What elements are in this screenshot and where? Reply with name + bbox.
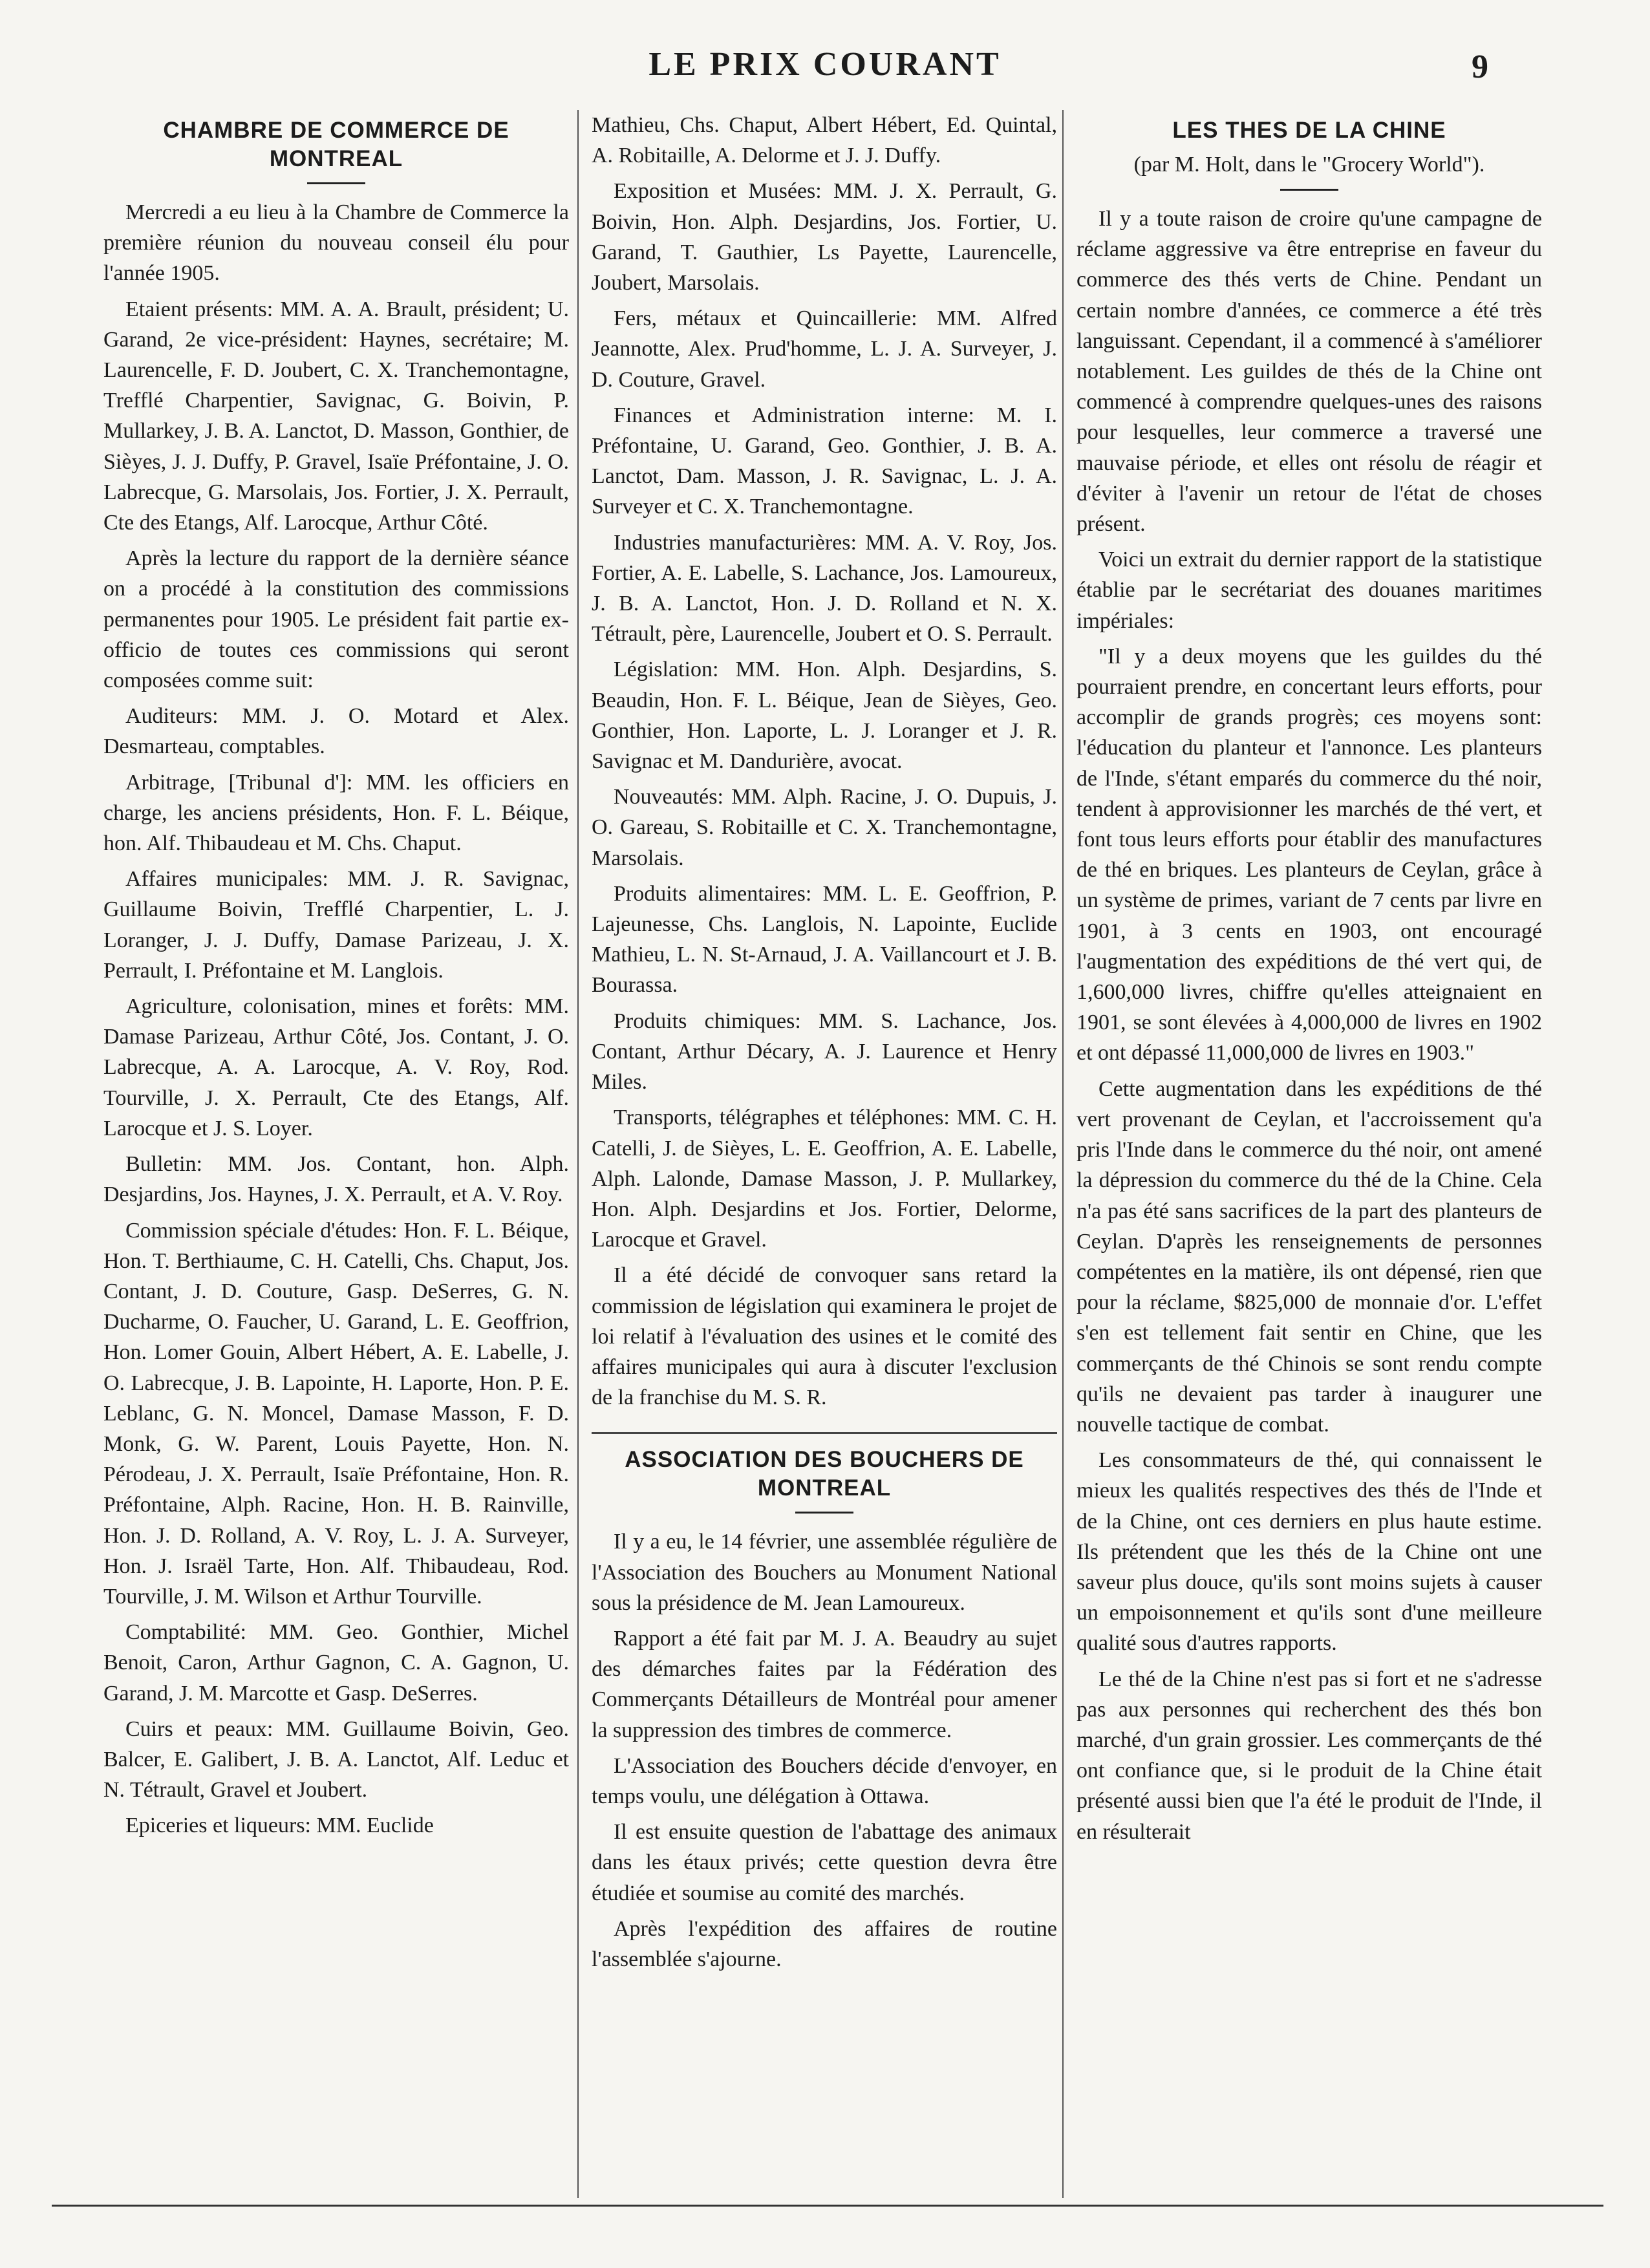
page-number: 9 bbox=[1472, 48, 1488, 85]
paragraph: Il y a toute raison de croire qu'une campagne de réclame aggressive va être entreprise en faveur du commerce des thés verts de Chine. Pendant un certain nombre d'années, ce commerce a été très languissant. Cependant, il a commencé à s'améliorer notablement. Les guildes de thés de la Chine ont commencé à comprendre quelques-unes des raisons pour lesquelles, leur commerce a traversé une mauvaise période, et elles ont résolu de réagir et d'éviter à l'avenir un retour de l'état de choses présent. bbox=[1077, 207, 1542, 537]
masthead bbox=[0, 45, 1650, 97]
paragraph: Affaires municipales: MM. J. R. Savignac, Guillaume Boivin, Trefflé Charpentier, L. J. Loranger, J. J. Duffy, Damase Parizeau, J. X. Perrault, I. Préfontaine et M. Langlois. bbox=[103, 867, 569, 983]
paragraph: Rapport a été fait par M. J. A. Beaudry au sujet des démarches faites par la Fédération des Commerçants Détailleurs de Montréal pour amener la suppression des timbres de commerce. bbox=[592, 1626, 1057, 1742]
heading-rule bbox=[795, 1512, 853, 1514]
paragraph: Législation: MM. Hon. Alph. Desjardins, S. Beaudin, Hon. F. L. Béique, Jean de Sièyes, Geo. Gonthier, Hon. Laporte, L. J. Loranger et J. R. Savignac et M. Dandurière, avocat. bbox=[592, 658, 1057, 774]
paragraph: Il y a eu, le 14 février, une assemblée régulière de l'Association des Bouchers au Monument National sous la présidence de M. Jean Lamoureux. bbox=[592, 1530, 1057, 1615]
paragraph: Les consommateurs de thé, qui connaissent le mieux les qualités respectives des thés de l'Inde et de la Chine, ont ces derniers en plus haute estime. Ils prétendent que les thés de la Chine ont une saveur plus douce, qu'ils sont moins sujets à causer un empoisonnement et qu'ils sont d'une meilleure qualité sous d'autres rapports. bbox=[1077, 1448, 1542, 1656]
article-body bbox=[1077, 204, 1542, 1847]
paragraph: Comptabilité: MM. Geo. Gonthier, Michel Benoit, Caron, Arthur Gagnon, C. A. Gagnon, U. Garand, J. M. Marcotte et Gasp. DeSerres. bbox=[103, 1620, 569, 1706]
column-middle bbox=[592, 110, 1057, 2198]
paragraph: Mercredi a eu lieu à la Chambre de Commerce la première réunion du nouveau conseil élu pour l'année 1905. bbox=[103, 200, 569, 286]
paragraph: Exposition et Musées: MM. J. X. Perrault, G. Boivin, Hon. Alph. Desjardins, Jos. Fortier, U. Garand, T. Gauthier, Ls Payette, Laurencelle, Joubert, Marsolais. bbox=[592, 179, 1057, 295]
paragraph: Il a été décidé de convoquer sans retard la commission de législation qui examinera le projet de loi relatif à l'évaluation des usines et le comité des affaires municipales qui aura à discuter l'exclusion de la franchise du M. S. R. bbox=[592, 1263, 1057, 1410]
article-body-continued bbox=[592, 110, 1057, 1413]
running-title: LE PRIX COURANT bbox=[648, 46, 1002, 83]
column-divider bbox=[577, 110, 579, 2198]
paragraph: Mathieu, Chs. Chaput, Albert Hébert, Ed. Quintal, A. Robitaille, A. Delorme et J. J. Duffy. bbox=[592, 113, 1057, 168]
article-heading-thes-de-la-chine: LES THES DE LA CHINE bbox=[1172, 118, 1446, 143]
paragraph: Voici un extrait du dernier rapport de la statistique établie par le secrétariat des douanes maritimes impériales: bbox=[1077, 548, 1542, 633]
column-left bbox=[103, 110, 569, 2198]
paragraph: "Il y a deux moyens que les guildes du thé pourraient prendre, en concertant leurs efforts, pour accomplir de grands progrès; ces moyens sont: l'éducation du planteur et l'annonce. Les planteurs de l'Inde, s'étant emparés du commerce du thé noir, tendent à approvisionner les marchés de thé vert, et font tous leurs efforts pour établir des manufactures de thé en briques. Les planteurs de Ceylan, grâce à un système de primes, variant de 7 cents par livre en 1901, à 3 cents en 1903, ont encouragé l'augmentation des expéditions de thé vert qui, de 1,600,000 livres, chiffre qu'elles atteignaient en 1901, se sont élevées à 4,000,000 de livres en 1902 et ont dépassé 11,000,000 de livres en 1903." bbox=[1077, 644, 1542, 1065]
heading-rule bbox=[1280, 189, 1338, 191]
paragraph: Produits alimentaires: MM. L. E. Geoffrion, P. Lajeunesse, Chs. Langlois, N. Lapointe, Euclide Mathieu, L. N. St-Arnaud, J. A. Vaillancourt et J. B. Bourassa. bbox=[592, 881, 1057, 998]
article-byline: (par M. Holt, dans le "Grocery World"). bbox=[1133, 153, 1485, 177]
article-body bbox=[103, 197, 569, 1841]
article-body bbox=[592, 1526, 1057, 1974]
article-heading-bouchers: ASSOCIATION DES BOUCHERS DE MONTREAL bbox=[625, 1447, 1024, 1501]
paragraph: Le thé de la Chine n'est pas si fort et ne s'adresse pas aux personnes qui recherchent des thés bon marché, d'un grain grossier. Les commerçants de thé ont confiance que, si le produit de la Chine était présenté aussi bien que l'a été le produit de l'Inde, il en résulterait bbox=[1077, 1667, 1542, 1844]
paragraph: Produits chimiques: MM. S. Lachance, Jos. Contant, Arthur Décary, A. J. Laurence et Henry Miles. bbox=[592, 1009, 1057, 1095]
paragraph: Finances et Administration interne: M. I. Préfontaine, U. Garand, Geo. Gonthier, J. B. A. Lanctot, Dam. Masson, J. R. Savignac, L. J. A. Surveyer et C. X. Tranchemontagne. bbox=[592, 403, 1057, 519]
paragraph: Auditeurs: MM. J. O. Motard et Alex. Desmarteau, comptables. bbox=[103, 704, 569, 759]
paragraph: Agriculture, colonisation, mines et forêts: MM. Damase Parizeau, Arthur Côté, Jos. Contant, J. O. Labrecque, A. A. Larocque, A. V. Roy, Rod. Tourville, J. X. Perrault, Cte des Etangs, Alf. Larocque et J. S. Loyer. bbox=[103, 994, 569, 1140]
page-bottom-rule bbox=[52, 2205, 1603, 2207]
paragraph: Il est ensuite question de l'abattage des animaux dans les étaux privés; cette question devra être étudiée et soumise au comité des marchés. bbox=[592, 1820, 1057, 1905]
paragraph: Arbitrage, [Tribunal d']: MM. les officiers en charge, les anciens présidents, Hon. F. L. Béique, hon. Alf. Thibaudeau et M. Chs. Chaput. bbox=[103, 770, 569, 856]
paragraph: Transports, télégraphes et téléphones: MM. C. H. Catelli, J. de Sièyes, L. E. Geoffrion, A. E. Labelle, Alph. Lalonde, Damase Masson, J. P. Mullarkey, Hon. Alph. Desjardins et Jos. Fortier, Delorme, Larocque et Gravel. bbox=[592, 1106, 1057, 1252]
heading-rule bbox=[307, 182, 365, 184]
column-divider bbox=[1062, 110, 1064, 2198]
paragraph: Industries manufacturières: MM. A. V. Roy, Jos. Fortier, A. E. Labelle, S. Lachance, Jos. Lamoureux, J. B. A. Lanctot, Hon. J. D. Rolland et N. X. Tétrault, père, Laurencelle, Joubert et O. S. Perrault. bbox=[592, 530, 1057, 647]
paragraph: Nouveautés: MM. Alph. Racine, J. O. Dupuis, J. O. Gareau, S. Robitaille et C. X. Tranchemontagne, Marsolais. bbox=[592, 785, 1057, 870]
paragraph: Après la lecture du rapport de la dernière séance on a procédé à la constitution des commissions permanentes pour 1905. Le président fait partie ex-officio de toutes ces commissions qui seront composées comme suit: bbox=[103, 546, 569, 693]
paragraph: Après l'expédition des affaires de routine l'assemblée s'ajourne. bbox=[592, 1916, 1057, 1971]
paragraph: Commission spéciale d'études: Hon. F. L. Béique, Hon. T. Berthiaume, C. H. Catelli, Chs. Chaput, Jos. Contant, J. D. Couture, Gasp. DeSerres, G. N. Ducharme, O. Faucher, U. Garand, L. E. Geoffrion, Hon. Lomer Gouin, Albert Hébert, A. E. Labelle, J. O. Labrecque, J. B. Lapointe, H. Laporte, Hon. P. E. Leblanc, G. N. Moncel, Damase Masson, F. D. Monk, G. W. Parent, Louis Payette, Hon. N. Pérodeau, J. X. Perrault, Isaïe Préfontaine, Hon. R. Préfontaine, Alph. Racine, Hon. H. B. Rainville, Hon. J. D. Rolland, A. V. Roy, L. J. A. Surveyer, Hon. J. Israël Tarte, Hon. Alf. Thibaudeau, Rod. Tourville, J. M. Wilson et Arthur Tourville. bbox=[103, 1218, 569, 1609]
section-rule bbox=[592, 1432, 1057, 1434]
paragraph: Cette augmentation dans les expéditions de thé vert provenant de Ceylan, et l'accroissement qu'a pris l'Inde dans le commerce du thé noir, ont amené la dépression du commerce du thé de la Chine. Cela n'a pas été sans sacrifices de la part des planteurs de Ceylan. D'après les renseignements de personnes compétentes en la matière, ils ont dépensé, rien que pour la réclame, $825,000 de monnaie d'or. L'effet s'en est tellement fait sentir en Chine, que les commerçants de thé Chinois se sont rendu compte qu'ils ne devaient pas tarder à inaugurer une nouvelle tactique de combat. bbox=[1077, 1076, 1542, 1437]
paragraph: Bulletin: MM. Jos. Contant, hon. Alph. Desjardins, Jos. Haynes, J. X. Perrault, et A. V. Roy. bbox=[103, 1152, 569, 1207]
article-heading-chambre-de-commerce: CHAMBRE DE COMMERCE DE MONTREAL bbox=[163, 118, 509, 171]
paragraph: Fers, métaux et Quincaillerie: MM. Alfred Jeannotte, Alex. Prud'homme, L. J. A. Surveyer, J. D. Couture, Gravel. bbox=[592, 306, 1057, 392]
paragraph: Epiceries et liqueurs: MM. Euclide bbox=[125, 1813, 434, 1838]
paragraph: Cuirs et peaux: MM. Guillaume Boivin, Geo. Balcer, E. Galibert, J. B. A. Lanctot, Alf. Leduc et N. Tétrault, Gravel et Joubert. bbox=[103, 1717, 569, 1803]
column-right bbox=[1077, 110, 1542, 2198]
paragraph: Etaient présents: MM. A. A. Brault, président; U. Garand, 2e vice-président: Haynes, secrétaire; M. Laurencelle, F. D. Joubert, C. X. Tranchemontagne, Trefflé Charpentier, Savignac, G. Boivin, P. Mullarkey, J. B. A. Lanctot, D. Masson, Gonthier, de Sièyes, J. J. Duffy, P. Gravel, Isaïe Préfontaine, J. O. Labrecque, G. Marsolais, Jos. Fortier, J. X. Perrault, Cte des Etangs, Alf. Larocque, Arthur Côté. bbox=[103, 297, 569, 535]
paragraph: L'Association des Bouchers décide d'envoyer, en temps voulu, une délégation à Ottawa. bbox=[592, 1753, 1057, 1808]
